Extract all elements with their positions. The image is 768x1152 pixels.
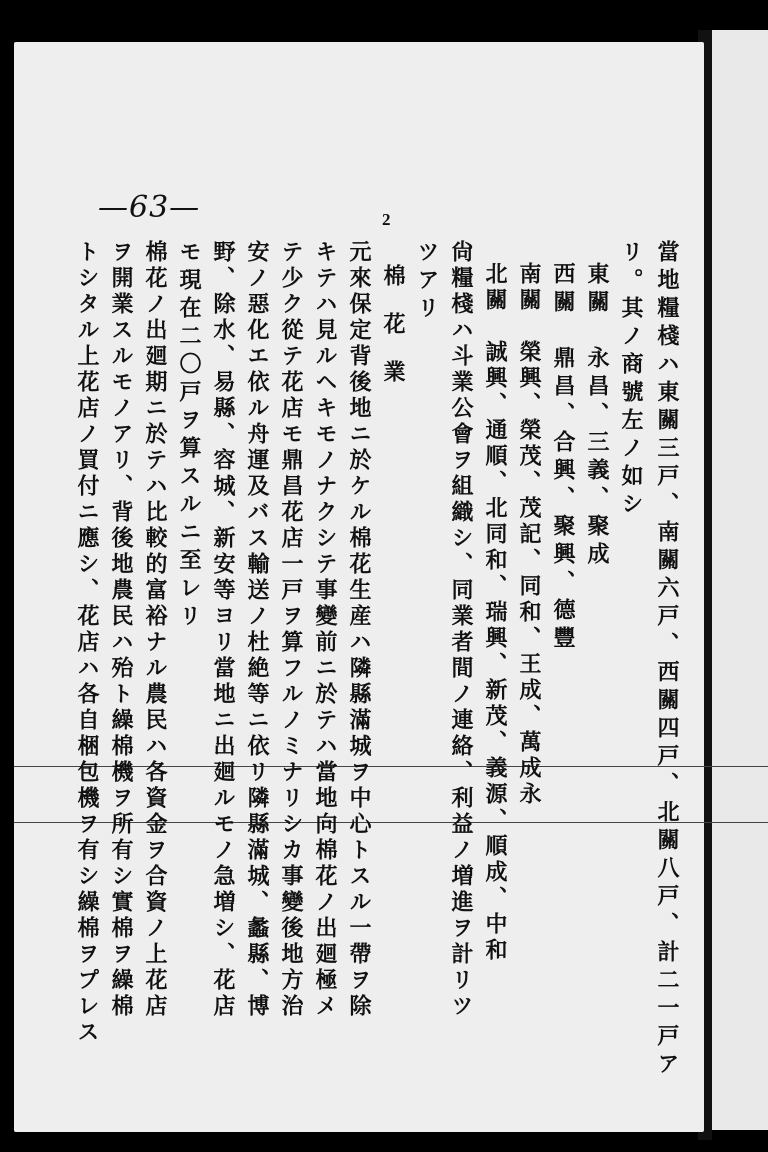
adjacent-page-edge — [712, 30, 768, 1130]
text-column: 棉花ノ出廻期ニ於テハ比較的富裕ナル農民ハ各資金ヲ合資ノ上花店 — [142, 240, 168, 1020]
text-column: リ。其ノ商號左ノ如シ — [618, 240, 644, 520]
text-column: 野、除水、易縣、容城、新安等ヨリ當地ニ出廻ルモノ急増シ、花店 — [210, 240, 236, 1020]
text-column: テ少ク從テ花店モ鼎昌花店一戸ヲ算フルノミナリシカ事變後地方治 — [278, 240, 304, 1020]
text-column: 當地糧棧ハ東關三戸、南關六戸、西關四戸、北關八戸、計二一戸ア — [654, 240, 680, 1080]
text-column: 北關 誠興、通順、北同和、瑞興、新茂、義源、順成、中和 — [482, 262, 508, 964]
text-column: 南關 榮興、榮茂、茂記、同和、王成、萬成永 — [516, 262, 542, 808]
section-heading: 棉花業 — [380, 264, 406, 408]
page-number: —63— — [98, 190, 201, 225]
text-column: キテハ見ルヘキモノナクシテ事變前ニ於テハ當地向棉花ノ出廻極メ — [312, 240, 338, 1020]
text-column: ヲ開業スルモノアリ、背後地農民ハ殆ト繰棉機ヲ所有シ實棉ヲ繰棉 — [108, 240, 134, 1020]
text-column: 東關 永昌、三義、聚成 — [584, 262, 610, 570]
text-column: トシタル上花店ノ買付ニ應シ、花店ハ各自梱包機ヲ有シ繰棉ヲプレス — [74, 240, 100, 1046]
section-number: 2 — [382, 210, 391, 229]
text-column: 尙糧棧ハ斗業公會ヲ組織シ、同業者間ノ連絡、利益ノ増進ヲ計リツ — [448, 240, 474, 1020]
text-column: モ現在二〇戸ヲ算スルニ至レリ — [176, 240, 202, 632]
text-column: 西關 鼎昌、合興、聚興、德豐 — [550, 262, 576, 654]
text-column: ツアリ — [414, 240, 440, 324]
text-column: 安ノ惡化エ依ル舟運及バス輸送ノ杜絶等ニ依リ隣縣滿城、蠡縣、博 — [244, 240, 270, 1020]
text-column: 元來保定背後地ニ於ケル棉花生産ハ隣縣滿城ヲ中心トスル一帶ヲ除 — [346, 240, 372, 1020]
